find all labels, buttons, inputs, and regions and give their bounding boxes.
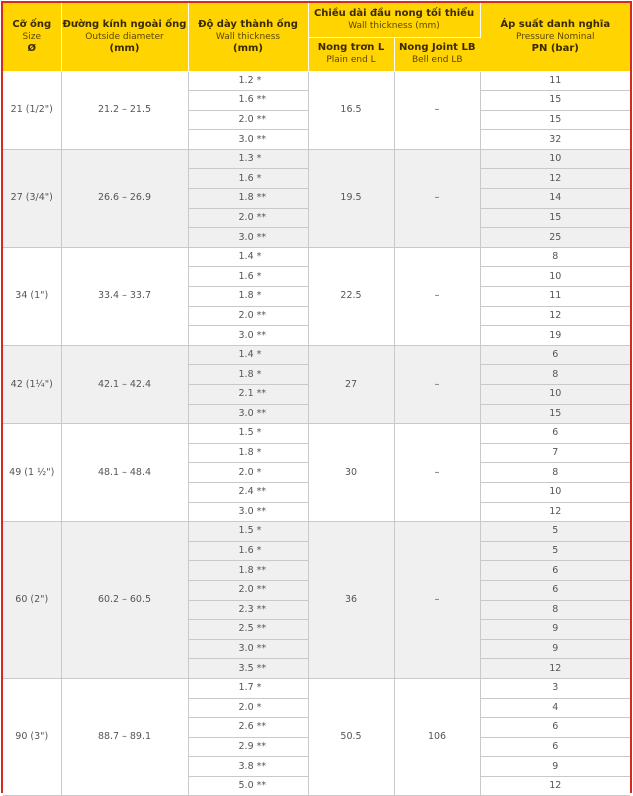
header-pressure: [480, 3, 630, 71]
pressure-cell: 6: [480, 345, 630, 365]
wall-thickness-cell: 1.8 *: [188, 365, 308, 385]
header-outside-diameter: [61, 3, 188, 71]
pressure-cell: 10: [480, 149, 630, 169]
pressure-cell: 14: [480, 189, 630, 209]
pressure-cell: 9: [480, 757, 630, 777]
pressure-cell: 15: [480, 404, 630, 424]
pressure-cell: 11: [480, 287, 630, 307]
wall-thickness-cell: 1.8 **: [188, 561, 308, 581]
pressure-cell: 4: [480, 698, 630, 718]
pressure-cell: 32: [480, 130, 630, 150]
wall-thickness-cell: 2.1 **: [188, 385, 308, 405]
spec-table-frame: [1, 1, 632, 793]
header-wall-vi: Độ dày thành ống: [198, 18, 298, 30]
pressure-cell: 3: [480, 678, 630, 698]
wall-thickness-cell: 3.0 **: [188, 502, 308, 522]
size-cell: 34 (1"): [3, 247, 61, 345]
plain-end-cell: 22.5: [308, 247, 394, 345]
pressure-cell: 9: [480, 620, 630, 640]
pressure-cell: 12: [480, 659, 630, 679]
pressure-cell: 12: [480, 776, 630, 796]
header-socket-en: Wall thickness (mm): [348, 20, 440, 31]
plain-end-cell: 19.5: [308, 149, 394, 247]
plain-end-cell: 30: [308, 424, 394, 522]
size-cell: 42 (1¼"): [3, 345, 61, 423]
pressure-cell: 6: [480, 718, 630, 738]
table-row: [3, 424, 630, 444]
wall-thickness-cell: 2.3 **: [188, 600, 308, 620]
size-cell: 90 (3"): [3, 678, 61, 796]
table-row: [3, 678, 630, 698]
pressure-cell: 12: [480, 169, 630, 189]
header-plain-end: [308, 37, 394, 71]
bell-end-cell: –: [394, 345, 480, 423]
pressure-cell: 8: [480, 600, 630, 620]
wall-thickness-cell: 2.0 **: [188, 208, 308, 228]
wall-thickness-cell: 1.8 *: [188, 443, 308, 463]
table-header: [3, 3, 630, 71]
header-wall-thickness: [188, 3, 308, 71]
pressure-cell: 9: [480, 639, 630, 659]
wall-thickness-cell: 1.5 *: [188, 522, 308, 542]
wall-thickness-cell: 1.8 **: [188, 189, 308, 209]
wall-thickness-cell: 1.7 *: [188, 678, 308, 698]
pressure-cell: 25: [480, 228, 630, 248]
header-od-en: Outside diameter: [85, 31, 164, 42]
header-size-en: Size: [22, 31, 41, 42]
wall-thickness-cell: 3.0 **: [188, 404, 308, 424]
pressure-cell: 6: [480, 561, 630, 581]
table-row: [3, 71, 630, 91]
pipe-spec-table: [3, 3, 630, 796]
pressure-cell: 10: [480, 385, 630, 405]
wall-thickness-cell: 5.0 **: [188, 776, 308, 796]
wall-thickness-cell: 3.0 **: [188, 130, 308, 150]
wall-thickness-cell: 3.5 **: [188, 659, 308, 679]
wall-thickness-cell: 1.3 *: [188, 149, 308, 169]
plain-end-cell: 27: [308, 345, 394, 423]
wall-thickness-cell: 2.9 **: [188, 737, 308, 757]
table-row: [3, 345, 630, 365]
pressure-cell: 15: [480, 208, 630, 228]
wall-thickness-cell: 1.8 *: [188, 287, 308, 307]
header-od-vi: Đường kính ngoài ống: [62, 18, 187, 30]
pressure-cell: 10: [480, 482, 630, 502]
wall-thickness-cell: 2.6 **: [188, 718, 308, 738]
pressure-cell: 8: [480, 365, 630, 385]
wall-thickness-cell: 1.2 *: [188, 71, 308, 91]
header-bell-end: [394, 37, 480, 71]
outside-diameter-cell: 60.2 – 60.5: [61, 522, 188, 679]
header-bell-vi: Nong Joint LB: [399, 42, 476, 53]
header-od-unit: (mm): [109, 42, 140, 54]
outside-diameter-cell: 88.7 – 89.1: [61, 678, 188, 796]
header-size-unit: Ø: [27, 42, 36, 54]
pressure-cell: 8: [480, 463, 630, 483]
wall-thickness-cell: 3.0 **: [188, 639, 308, 659]
pressure-cell: 11: [480, 71, 630, 91]
pressure-cell: 15: [480, 91, 630, 111]
header-socket-length: [308, 3, 480, 37]
wall-thickness-cell: 2.5 **: [188, 620, 308, 640]
wall-thickness-cell: 2.0 **: [188, 580, 308, 600]
table-body: [3, 71, 630, 796]
wall-thickness-cell: 3.0 **: [188, 326, 308, 346]
table-row: [3, 149, 630, 169]
wall-thickness-cell: 1.6 *: [188, 169, 308, 189]
pressure-cell: 6: [480, 424, 630, 444]
size-cell: 60 (2"): [3, 522, 61, 679]
bell-end-cell: 106: [394, 678, 480, 796]
wall-thickness-cell: 1.6 *: [188, 267, 308, 287]
wall-thickness-cell: 1.5 *: [188, 424, 308, 444]
header-pressure-unit: PN (bar): [531, 42, 579, 54]
pressure-cell: 10: [480, 267, 630, 287]
plain-end-cell: 16.5: [308, 71, 394, 149]
header-bell-en: Bell end LB: [411, 55, 463, 65]
wall-thickness-cell: 1.4 *: [188, 247, 308, 267]
plain-end-cell: 36: [308, 522, 394, 679]
pressure-cell: 12: [480, 306, 630, 326]
wall-thickness-cell: 2.0 *: [188, 463, 308, 483]
pressure-cell: 12: [480, 502, 630, 522]
wall-thickness-cell: 2.0 *: [188, 698, 308, 718]
header-size: [3, 3, 61, 71]
header-socket-vi: Chiều dài đầu nong tối thiểu: [313, 7, 475, 19]
header-plain-en: Plain end L: [326, 55, 376, 65]
wall-thickness-cell: 1.4 *: [188, 345, 308, 365]
header-plain-vi: Nong trơn L: [317, 42, 385, 53]
pressure-cell: 19: [480, 326, 630, 346]
pressure-cell: 5: [480, 522, 630, 542]
bell-end-cell: –: [394, 424, 480, 522]
outside-diameter-cell: 42.1 – 42.4: [61, 345, 188, 423]
pressure-cell: 15: [480, 110, 630, 130]
wall-thickness-cell: 1.6 **: [188, 91, 308, 111]
table-row: [3, 247, 630, 267]
header-pressure-vi: Áp suất danh nghĩa: [500, 18, 611, 30]
table-row: [3, 522, 630, 542]
bell-end-cell: –: [394, 149, 480, 247]
bell-end-cell: –: [394, 247, 480, 345]
plain-end-cell: 50.5: [308, 678, 394, 796]
bell-end-cell: –: [394, 522, 480, 679]
header-size-vi: Cỡ ống: [12, 18, 52, 30]
pressure-cell: 6: [480, 580, 630, 600]
wall-thickness-cell: 2.4 **: [188, 482, 308, 502]
outside-diameter-cell: 33.4 – 33.7: [61, 247, 188, 345]
wall-thickness-cell: 2.0 **: [188, 110, 308, 130]
pressure-cell: 6: [480, 737, 630, 757]
pressure-cell: 8: [480, 247, 630, 267]
size-cell: 21 (1/2"): [3, 71, 61, 149]
wall-thickness-cell: 2.0 **: [188, 306, 308, 326]
header-pressure-en: Pressure Nominal: [516, 31, 595, 42]
size-cell: 49 (1 ½"): [3, 424, 61, 522]
header-wall-en: Wall thickness: [215, 31, 281, 42]
wall-thickness-cell: 3.8 **: [188, 757, 308, 777]
wall-thickness-cell: 1.6 *: [188, 541, 308, 561]
outside-diameter-cell: 21.2 – 21.5: [61, 71, 188, 149]
header-wall-unit: (mm): [233, 42, 263, 54]
wall-thickness-cell: 3.0 **: [188, 228, 308, 248]
pressure-cell: 5: [480, 541, 630, 561]
bell-end-cell: –: [394, 71, 480, 149]
outside-diameter-cell: 48.1 – 48.4: [61, 424, 188, 522]
pressure-cell: 7: [480, 443, 630, 463]
outside-diameter-cell: 26.6 – 26.9: [61, 149, 188, 247]
size-cell: 27 (3/4"): [3, 149, 61, 247]
